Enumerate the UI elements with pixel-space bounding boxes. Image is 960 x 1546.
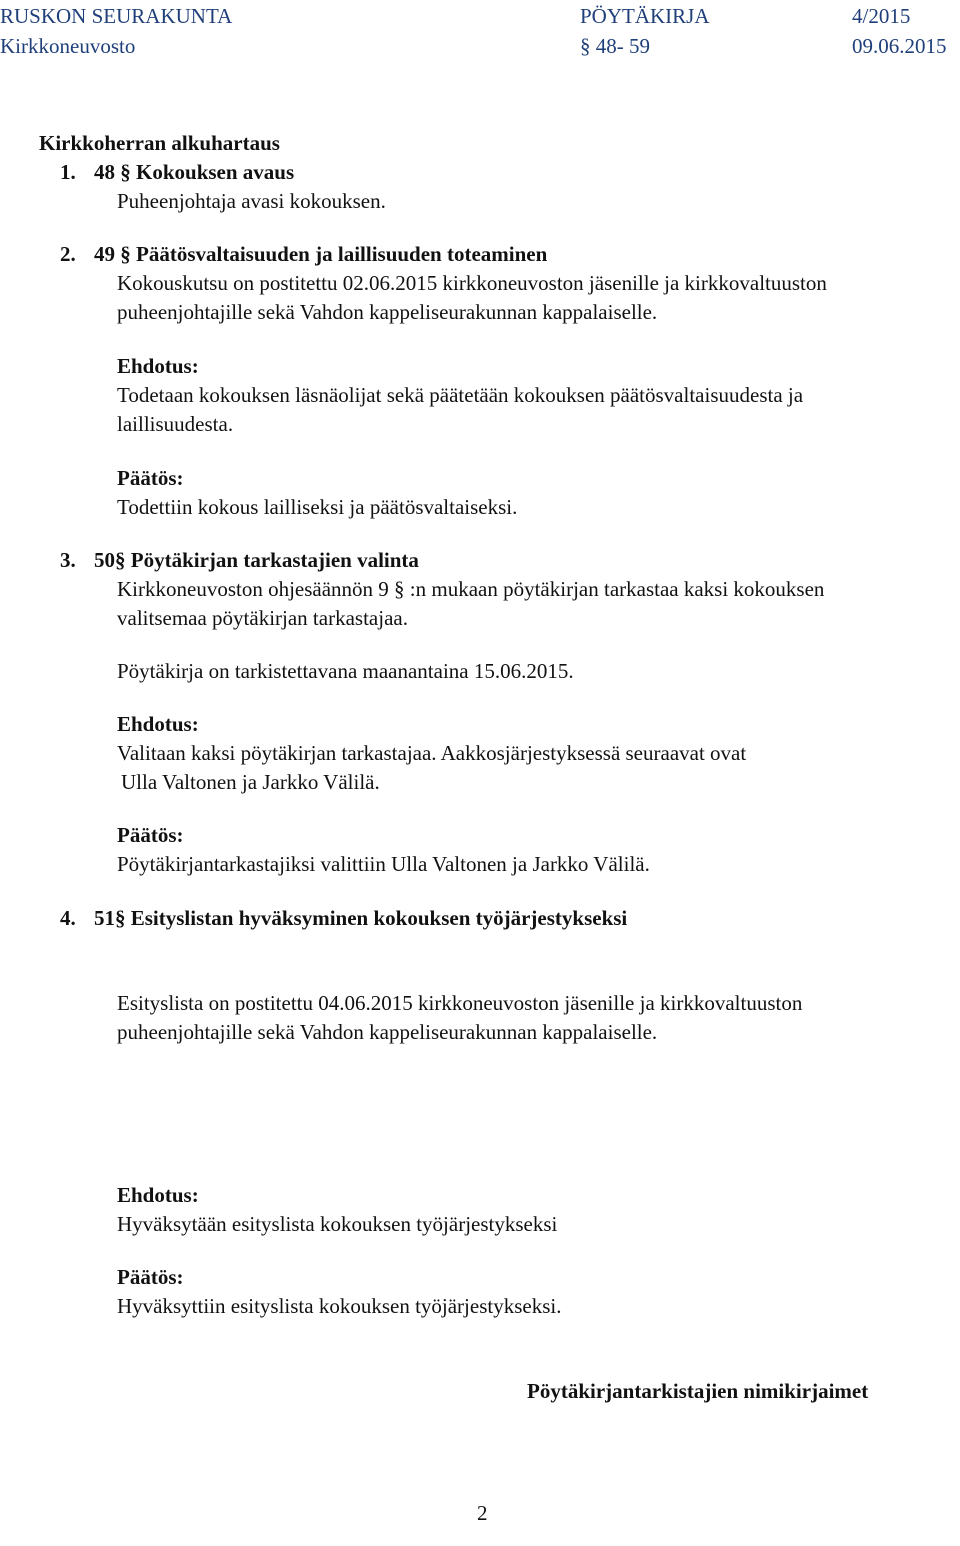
header-body: Kirkkoneuvosto [0, 34, 136, 58]
item-text-line: Kirkkoneuvoston ohjesäännön 9 § :n mukaan pöytäkirjan tarkastaa kaksi kokouksen [117, 577, 825, 601]
decision-label: Päätös: [117, 1265, 184, 1289]
proposal-label: Ehdotus: [117, 354, 199, 378]
item-number: 4. [60, 906, 76, 930]
item-title: Kokouksen avaus [136, 160, 295, 184]
decision-line: Todettiin kokous lailliseksi ja päätösvaltaiseksi. [117, 495, 518, 519]
intro-heading: Kirkkoherran alkuhartaus [39, 131, 280, 155]
item-text-line: puheenjohtajille sekä Vahdon kappeliseurakunnan kappalaiselle. [117, 300, 658, 324]
proposal-line: Valitaan kaksi pöytäkirjan tarkastajaa. Aakkosjärjestyksessä seuraavat ovat [117, 741, 747, 765]
item-heading [60, 908, 627, 929]
item-heading [60, 244, 547, 265]
item-text-line: Kokouskutsu on postitettu 02.06.2015 kirkkoneuvoston jäsenille ja kirkkovaltuuston [117, 271, 827, 295]
section-sign-icon: § [580, 34, 591, 58]
decision-line: Hyväksyttiin esityslista kokouksen työjärjestykseksi. [117, 1294, 562, 1318]
section-sign-icon: § [120, 160, 131, 184]
item-title: Pöytäkirjan tarkastajien valinta [130, 548, 419, 572]
item-text-line: Puheenjohtaja avasi kokouksen. [117, 189, 386, 213]
proposal-line: Ulla Valtonen ja Jarkko Välilä. [121, 770, 380, 794]
decision-label: Päätös: [117, 466, 184, 490]
page-number: 2 [477, 1501, 488, 1525]
header-doc-no: 4/2015 [852, 4, 911, 28]
item-text-line: Pöytäkirja on tarkistettavana maanantaina 15.06.2015. [117, 659, 574, 683]
item-heading [60, 550, 419, 571]
proposal-line: laillisuudesta. [117, 412, 234, 436]
proposal-line: Todetaan kokouksen läsnäolijat sekä päätetään kokouksen päätösvaltaisuudesta ja [117, 383, 804, 407]
section-sign-icon: § [115, 906, 126, 930]
item-section-number: 51 [94, 906, 115, 930]
item-section-number: 50 [94, 548, 115, 572]
item-section-number: 49 [94, 242, 115, 266]
section-sign-icon: § [115, 548, 126, 572]
item-section-number: 48 [94, 160, 115, 184]
header-sections [580, 36, 650, 57]
header-date: 09.06.2015 [852, 34, 947, 58]
header-section-range: 48- 59 [595, 34, 650, 58]
item-text-line: puheenjohtajille sekä Vahdon kappeliseurakunnan kappalaiselle. [117, 1020, 658, 1044]
header-org: RUSKON SEURAKUNTA [0, 4, 233, 28]
signature-label: Pöytäkirjantarkistajien nimikirjaimet [527, 1379, 869, 1403]
item-title: Päätösvaltaisuuden ja laillisuuden toteaminen [136, 242, 548, 266]
item-title: Esityslistan hyväksyminen kokouksen työjärjestykseksi [130, 906, 628, 930]
decision-label: Päätös: [117, 823, 184, 847]
proposal-label: Ehdotus: [117, 712, 199, 736]
header-doc-type: PÖYTÄKIRJA [580, 4, 710, 28]
item-number: 3. [60, 548, 76, 572]
proposal-line: Hyväksytään esityslista kokouksen työjärjestykseksi [117, 1212, 558, 1236]
item-text-line: valitsemaa pöytäkirjan tarkastajaa. [117, 606, 408, 630]
item-number: 2. [60, 242, 76, 266]
item-number: 1. [60, 160, 76, 184]
item-text-line: Esityslista on postitettu 04.06.2015 kirkkoneuvoston jäsenille ja kirkkovaltuuston [117, 991, 803, 1015]
item-heading [60, 162, 294, 183]
decision-line: Pöytäkirjantarkastajiksi valittiin Ulla Valtonen ja Jarkko Välilä. [117, 852, 650, 876]
section-sign-icon: § [120, 242, 131, 266]
proposal-label: Ehdotus: [117, 1183, 199, 1207]
